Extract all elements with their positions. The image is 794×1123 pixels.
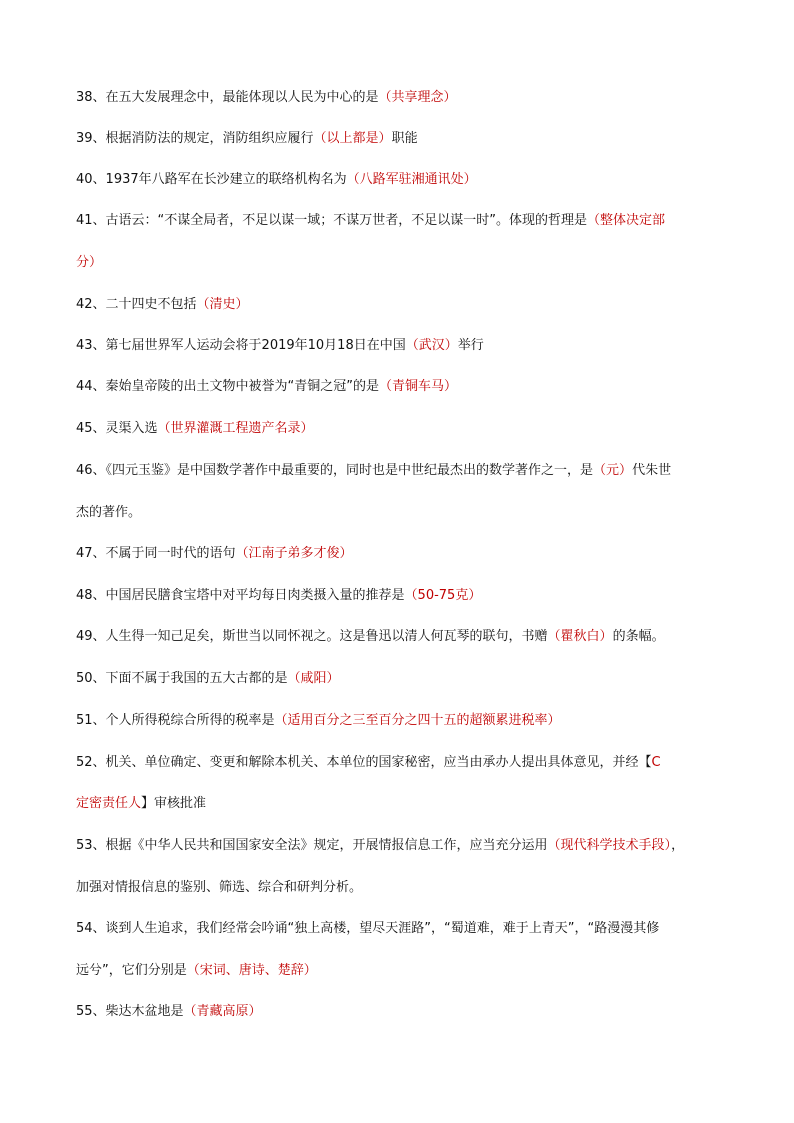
- question-text: 55、柴达木盆地是: [76, 1004, 184, 1019]
- answer-text: （八路军驻湘通讯处）: [346, 172, 477, 187]
- question-text: 40、1937年八路军在长沙建立的联络机构名为: [76, 172, 347, 187]
- question-52: [76, 754, 726, 772]
- question-text: 50、下面不属于我国的五大古都的是: [76, 671, 288, 686]
- answer-text: （世界灌溉工程遗产名录）: [157, 421, 314, 436]
- question-50: [76, 670, 726, 688]
- question-text-tail: 的条幅。: [612, 629, 665, 644]
- answer-text: （元）: [593, 463, 633, 478]
- question-text-tail: 职能: [391, 131, 418, 146]
- question-52-continued: [76, 795, 726, 813]
- answer-text: （适用百分之三至百分之四十五的超额累进税率）: [274, 713, 561, 728]
- question-text: 38、在五大发展理念中，最能体现以人民为中心的是: [76, 90, 379, 105]
- question-text: 48、中国居民膳食宝塔中对平均每日肉类摄入量的推荐是: [76, 588, 405, 603]
- question-text: 远兮”，它们分别是: [76, 963, 187, 978]
- question-47: [76, 545, 726, 563]
- question-text: 43、第七届世界军人运动会将于2019年10月18日在中国: [76, 338, 406, 353]
- question-41: [76, 212, 726, 230]
- question-43: [76, 337, 726, 355]
- question-text: 杰的著作。: [76, 505, 142, 520]
- question-text: 51、个人所得税综合所得的税率是: [76, 713, 275, 728]
- answer-text: C: [651, 755, 661, 770]
- question-51: [76, 712, 726, 730]
- question-text-tail: 举行: [457, 338, 484, 353]
- answer-text: （50-75克）: [404, 588, 482, 603]
- question-53: [76, 837, 726, 855]
- question-54: [76, 920, 726, 938]
- question-text: 45、灵渠入选: [76, 421, 158, 436]
- answer-text: （以上都是）: [313, 131, 392, 146]
- question-48: [76, 587, 726, 605]
- question-55: [76, 1003, 726, 1021]
- answer-text: （清史）: [196, 297, 249, 312]
- question-42: [76, 296, 726, 314]
- question-39: [76, 130, 726, 148]
- answer-text: （现代科学技术手段）: [547, 838, 672, 853]
- question-text: 39、根据消防法的规定，消防组织应履行: [76, 131, 314, 146]
- question-text-tail: 代朱世: [632, 463, 672, 478]
- question-text-tail: ，: [671, 838, 685, 853]
- question-46-continued: [76, 504, 726, 522]
- answer-text: 定密责任人: [76, 796, 142, 811]
- question-text: 47、不属于同一时代的语句: [76, 546, 236, 561]
- question-54-continued: [76, 962, 726, 980]
- question-text: 46、《四元玉鉴》是中国数学著作中最重要的，同时也是中世纪最杰出的数学著作之一，是: [76, 463, 594, 478]
- question-40: [76, 171, 726, 189]
- question-text: 加强对情报信息的鉴别、筛选、综合和研判分析。: [76, 880, 363, 895]
- question-text: 44、秦始皇帝陵的出土文物中被誉为“青铜之冠”的是: [76, 379, 380, 394]
- answer-text: （宋词、唐诗、楚辞）: [186, 963, 317, 978]
- answer-text: （武汉）: [405, 338, 458, 353]
- answer-text: （青藏高原）: [183, 1004, 262, 1019]
- answer-text: （咸阳）: [287, 671, 340, 686]
- answer-text: （共享理念）: [378, 90, 457, 105]
- answer-text: （整体决定部: [587, 213, 666, 228]
- question-text-tail: 】审核批准: [141, 796, 207, 811]
- answer-text: 分）: [76, 255, 103, 270]
- answer-text: （青铜车马）: [379, 379, 458, 394]
- question-38: [76, 89, 726, 107]
- answer-text: （瞿秋白）: [547, 629, 613, 644]
- question-text: 49、人生得一知己足矣，斯世当以同怀视之。这是鲁迅以清人何瓦琴的联句，书赠: [76, 629, 548, 644]
- question-text: 53、根据《中华人民共和国国家安全法》规定，开展情报信息工作，应当充分运用: [76, 838, 548, 853]
- question-53-continued: [76, 879, 726, 897]
- question-49: [76, 628, 726, 646]
- question-text: 54、谈到人生追求，我们经常会吟诵“独上高楼，望尽天涯路”，“蜀道难，难于上青天”，“路漫漫其修: [76, 921, 660, 936]
- question-text: 41、古语云：“不谋全局者，不足以谋一域；不谋万世者，不足以谋一时”。体现的哲理是: [76, 213, 588, 228]
- answer-text: （江南子弟多才俊）: [235, 546, 353, 561]
- question-text: 42、二十四史不包括: [76, 297, 197, 312]
- question-text: 52、机关、单位确定、变更和解除本机关、本单位的国家秘密，应当由承办人提出具体意见，并经【: [76, 755, 652, 770]
- question-46: [76, 462, 726, 480]
- question-41-continued: [76, 254, 726, 272]
- question-45: [76, 420, 726, 438]
- question-44: [76, 378, 726, 396]
